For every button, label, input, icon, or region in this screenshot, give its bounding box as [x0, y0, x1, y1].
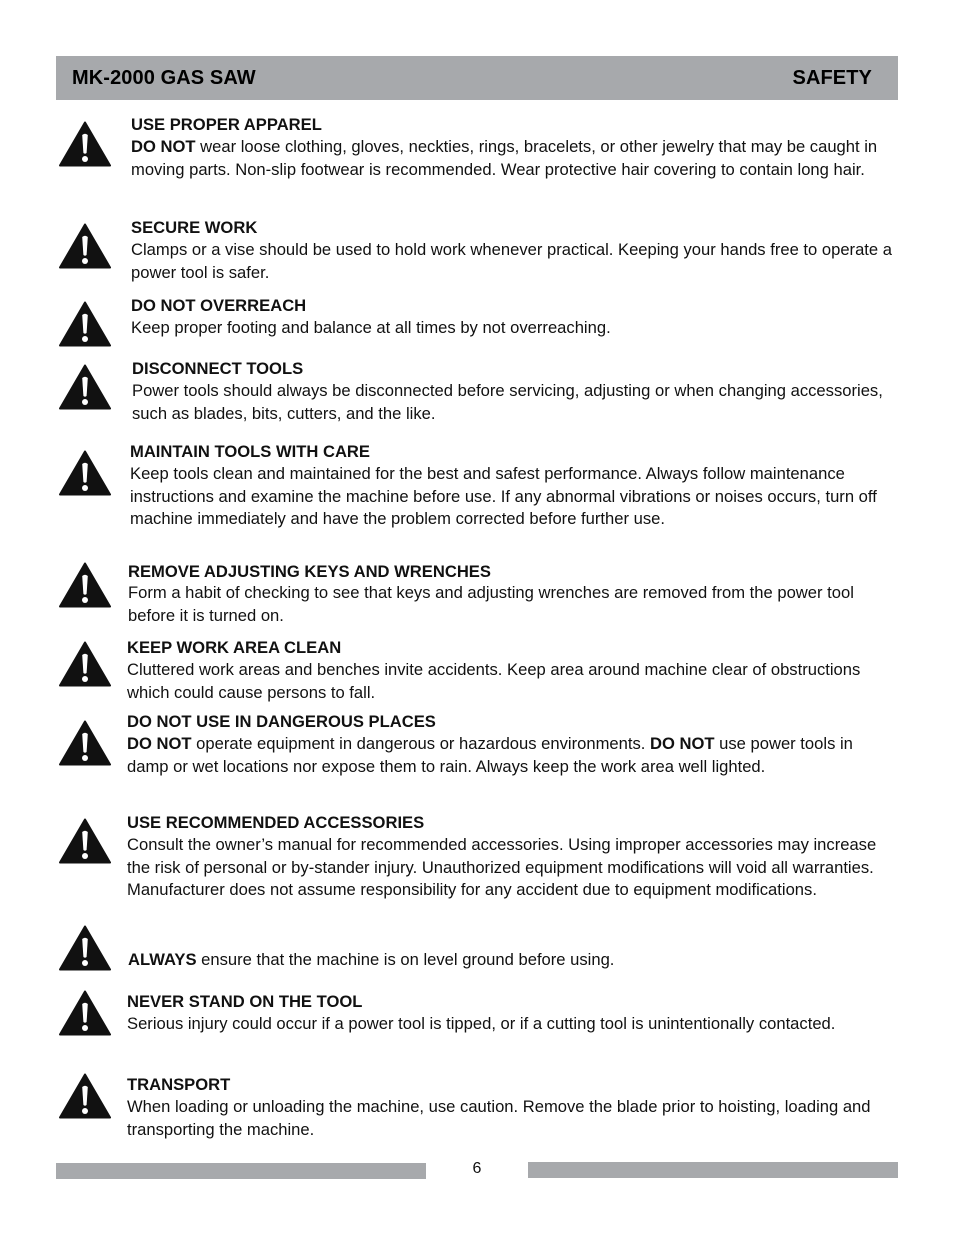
emphasis-always: ALWAYS — [128, 950, 197, 969]
warning-triangle-icon — [59, 990, 111, 1036]
header-bar — [56, 56, 898, 100]
emphasis-do-not: DO NOT — [650, 734, 715, 753]
warning-triangle-icon — [59, 364, 111, 410]
warning-triangle-icon — [59, 925, 111, 971]
warning-triangle-icon — [59, 720, 111, 766]
warning-triangle-icon — [59, 223, 111, 269]
item-title: NEVER STAND ON THE TOOL — [127, 992, 363, 1011]
warning-triangle-icon — [59, 562, 111, 608]
item-title: DISCONNECT TOOLS — [132, 359, 304, 378]
item-body: Consult the owner’s manual for recommended accessories. Using improper accessories may increase the risk of personal or by-stander injury. Unauthorized equipment modifications will void all warranties. Manufacturer does not assume responsibility for any accident due to equipment modifications. — [127, 835, 877, 899]
item-body: Power tools should always be disconnected before servicing, adjusting or when changing accessories, such as blades, bits, cutters, and the like. — [132, 381, 883, 423]
item-body: ALWAYS ensure that the machine is on level ground before using. — [128, 950, 615, 969]
section-title: SAFETY — [792, 66, 872, 89]
warning-triangle-icon — [59, 1073, 111, 1119]
emphasis-do-not: DO NOT — [131, 137, 196, 156]
item-title: SECURE WORK — [131, 218, 258, 237]
item-title: REMOVE ADJUSTING KEYS AND WRENCHES — [128, 562, 491, 581]
page-number: 6 — [472, 1160, 482, 1177]
warning-triangle-icon — [59, 450, 111, 496]
item-title: TRANSPORT — [127, 1075, 231, 1094]
item-title: USE PROPER APPAREL — [131, 115, 322, 134]
item-body: Keep proper footing and balance at all times by not overreaching. — [131, 318, 611, 337]
item-body: DO NOT wear loose clothing, gloves, neckties, rings, bracelets, or other jewelry that may be caught in moving parts. Non-slip footwear is recommended. Wear protective hair covering to contain long hair. — [131, 137, 878, 179]
manual-title: MK-2000 GAS SAW — [72, 66, 256, 89]
item-body: Cluttered work areas and benches invite accidents. Keep area around machine clear of obstructions which could cause persons to fall. — [127, 660, 861, 702]
warning-triangle-icon — [59, 641, 111, 687]
item-body: Serious injury could occur if a power tool is tipped, or if a cutting tool is unintentionally contacted. — [127, 1014, 836, 1033]
item-title: MAINTAIN TOOLS WITH CARE — [130, 442, 370, 461]
warning-triangle-icon — [59, 301, 111, 347]
item-title: KEEP WORK AREA CLEAN — [127, 638, 342, 657]
item-title: USE RECOMMENDED ACCESSORIES — [127, 813, 425, 832]
item-body: Clamps or a vise should be used to hold work whenever practical. Keeping your hands free to operate a power tool is safer. — [131, 240, 892, 282]
footer-bar-right — [528, 1162, 898, 1178]
footer-bar-left — [56, 1163, 426, 1179]
item-title: DO NOT USE IN DANGEROUS PLACES — [127, 712, 436, 731]
item-body: DO NOT operate equipment in dangerous or hazardous environments. DO NOT use power tools in damp or wet locations nor expose them to rain. Always keep the work area well lighted. — [127, 734, 853, 776]
item-body: When loading or unloading the machine, use caution. Remove the blade prior to hoisting, loading and transporting the machine. — [127, 1097, 871, 1139]
item-title: DO NOT OVERREACH — [131, 296, 307, 315]
item-body: Form a habit of checking to see that keys and adjusting wrenches are removed from the power tool before it is turned on. — [128, 583, 854, 625]
emphasis-do-not: DO NOT — [127, 734, 192, 753]
warning-triangle-icon — [59, 818, 111, 864]
warning-triangle-icon — [59, 121, 111, 167]
item-body: Keep tools clean and maintained for the best and safest performance. Always follow maintenance instructions and examine the machine before use. If any abnormal vibrations or noises occurs, turn off machine immediately and have the problem corrected before further use. — [130, 464, 877, 528]
